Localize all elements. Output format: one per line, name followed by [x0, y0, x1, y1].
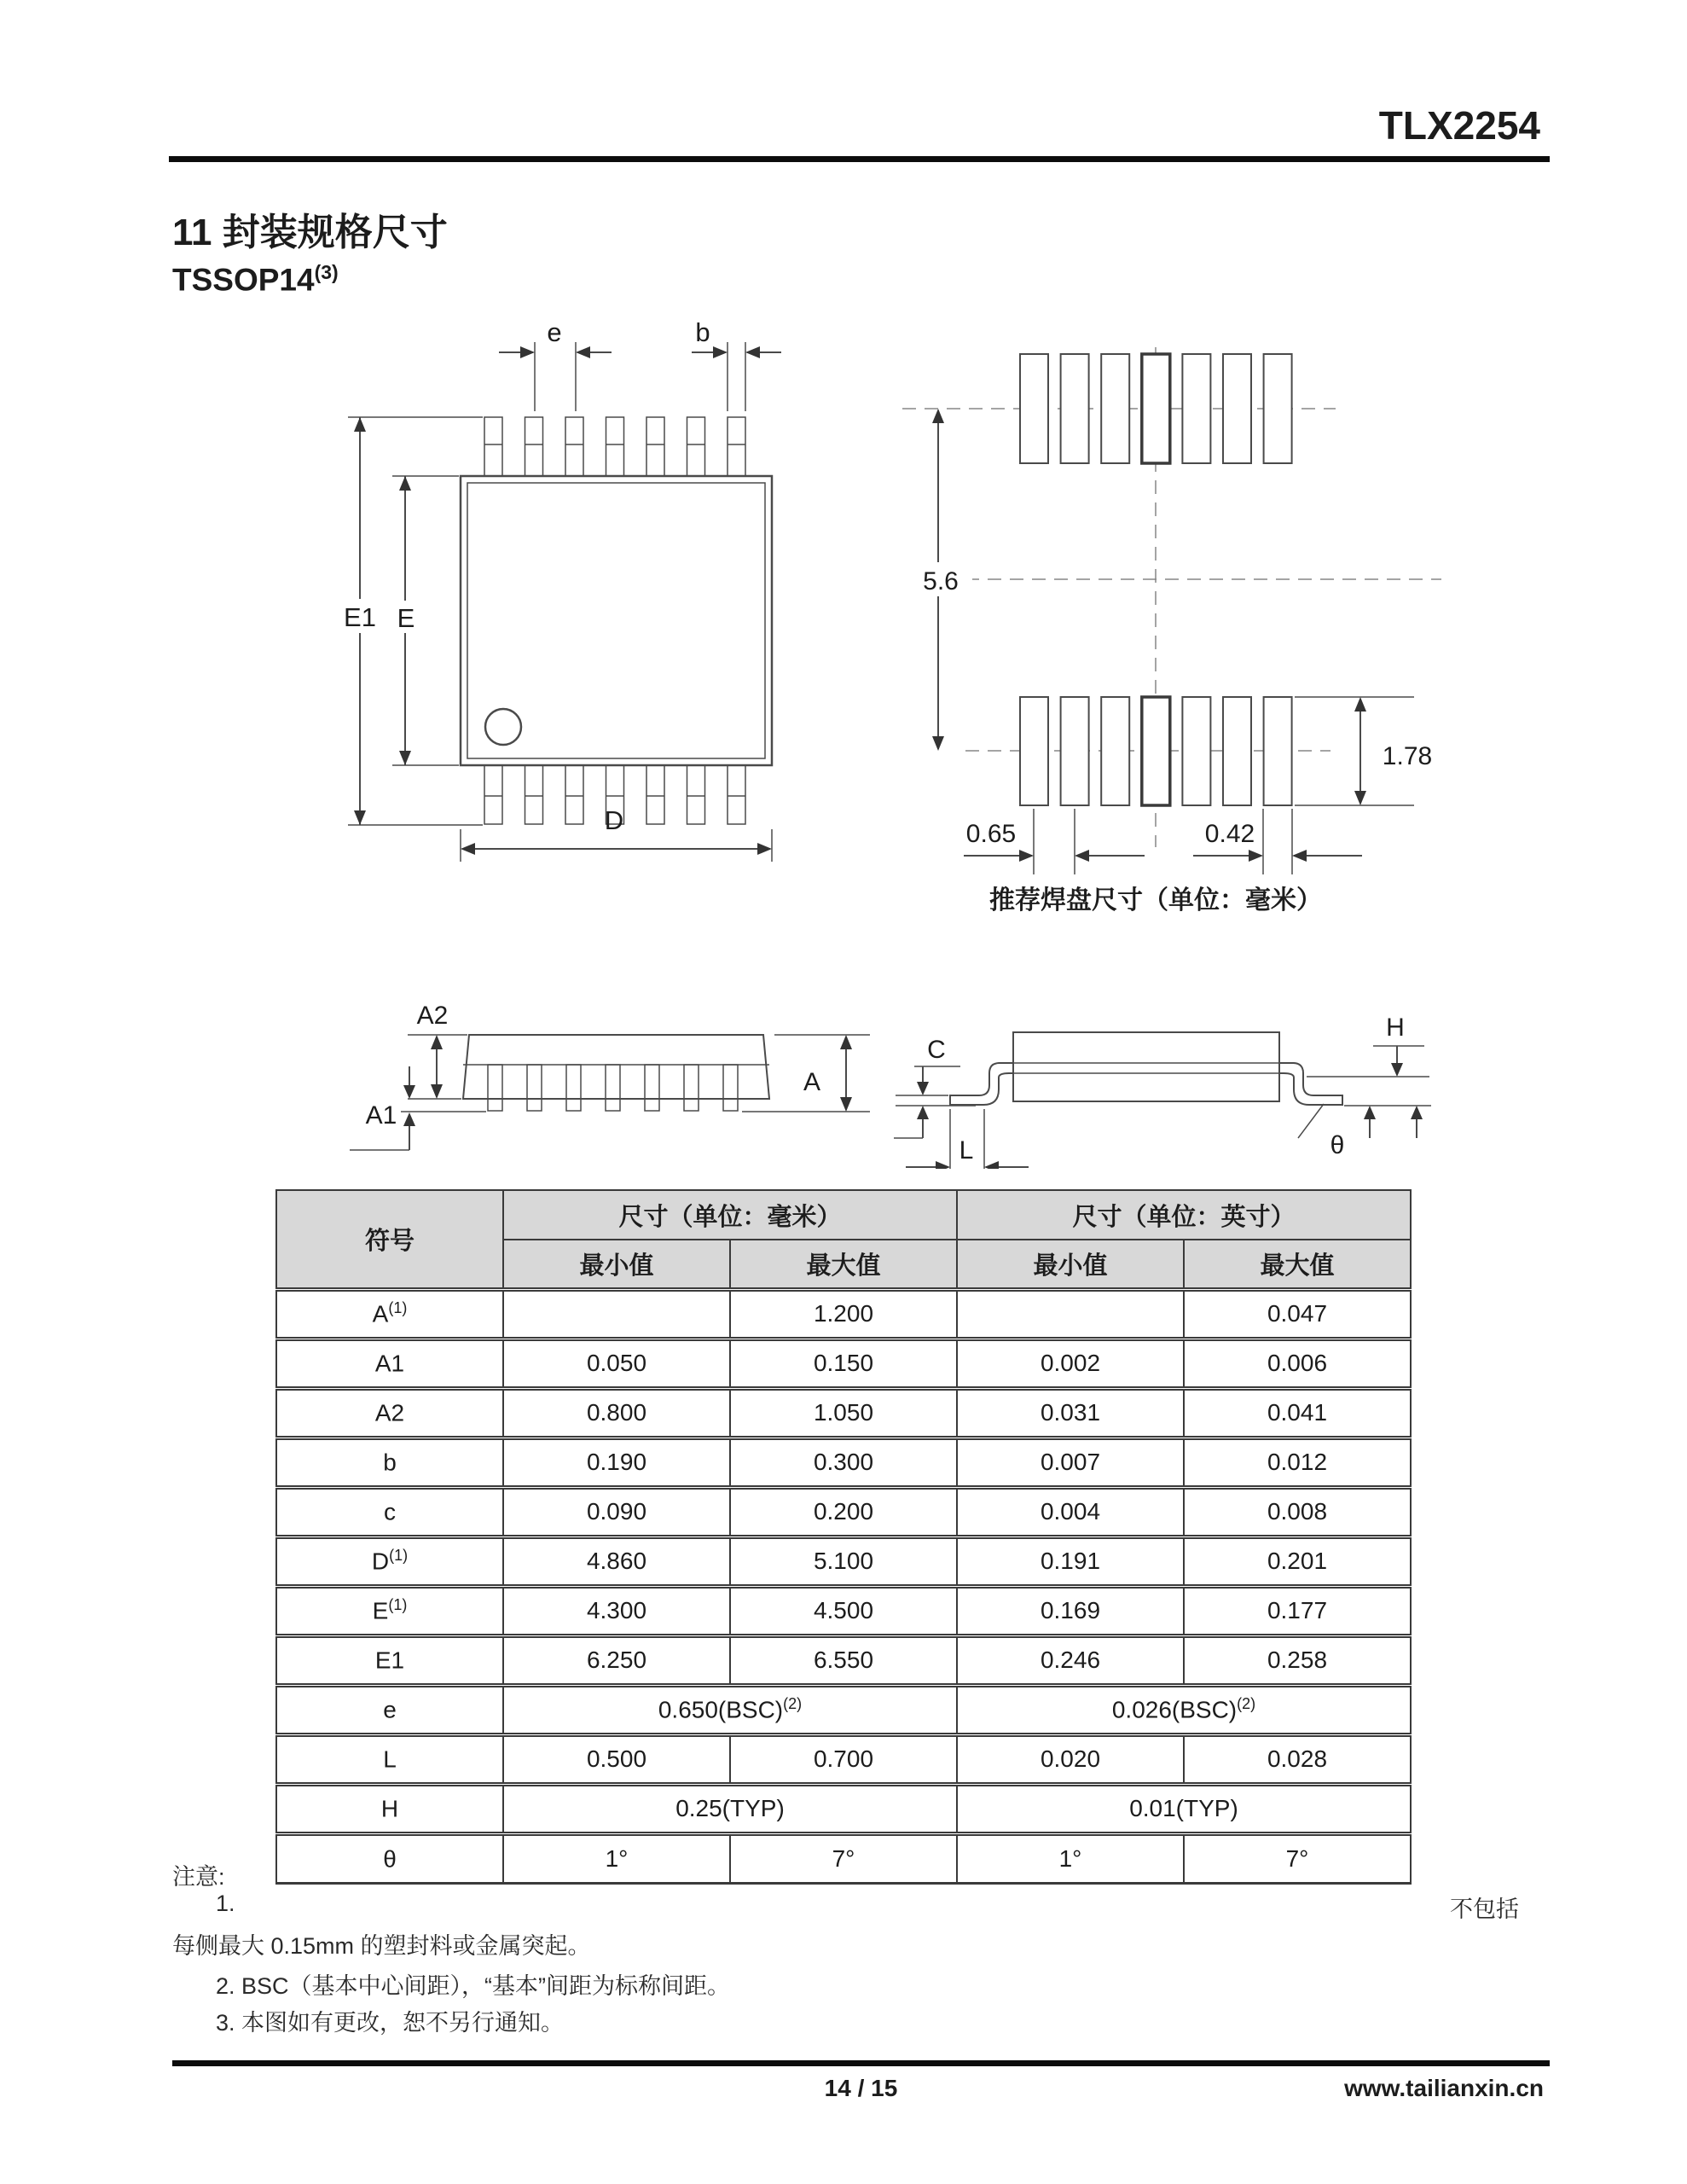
- footer-rule: [172, 2060, 1550, 2066]
- cell-in-max: 0.177: [1184, 1586, 1411, 1635]
- package-name: [172, 261, 339, 298]
- cell-in-min: 0.169: [957, 1586, 1184, 1635]
- cell-symbol: H: [276, 1784, 503, 1833]
- table-row: [276, 1388, 1411, 1438]
- cell-mm-min: 0.500: [503, 1734, 730, 1784]
- dim-label-L: L: [959, 1136, 974, 1165]
- cell-mm-span: 0.650(BSC)$^{(2)}$: [503, 1685, 957, 1734]
- cell-mm-max: 1.200: [730, 1289, 957, 1339]
- cell-in-max: 0.041: [1184, 1388, 1411, 1438]
- package-body: [461, 476, 772, 765]
- cell-in-max: 0.028: [1184, 1734, 1411, 1784]
- cell-in-max: 0.201: [1184, 1536, 1411, 1586]
- table-row: [276, 1833, 1411, 1883]
- cell-symbol: A1: [276, 1339, 503, 1388]
- cell-mm-min: 6.250: [503, 1635, 730, 1685]
- dim-H: [1307, 1014, 1431, 1138]
- cell-mm-max: 6.550: [730, 1635, 957, 1685]
- dim-label-A: A: [803, 1068, 821, 1096]
- cell-mm-max: 0.700: [730, 1734, 957, 1784]
- footer-page-number: 14 / 15: [824, 2075, 898, 2101]
- dim-C: [894, 1036, 976, 1138]
- cell-in-max: 0.006: [1184, 1339, 1411, 1388]
- cell-mm-min: 0.800: [503, 1388, 730, 1438]
- table-row: [276, 1339, 1411, 1388]
- cell-in-min: [957, 1289, 1184, 1339]
- bottom-pads: [1020, 697, 1292, 805]
- cell-symbol: $A^{(1)}$: [276, 1289, 503, 1339]
- figure-lead-view: [870, 938, 1433, 1169]
- cell-mm-max: 0.200: [730, 1487, 957, 1536]
- dim-label-e: e: [547, 317, 562, 347]
- cell-in-min: 0.031: [957, 1388, 1184, 1438]
- cell-in-max: 0.012: [1184, 1438, 1411, 1487]
- table-row: [276, 1487, 1411, 1536]
- cell-mm-min: 4.300: [503, 1586, 730, 1635]
- cell-in-max: 7°: [1184, 1833, 1411, 1883]
- header-mm-min: 最小值: [503, 1240, 730, 1289]
- header-rule: [169, 156, 1550, 162]
- cell-in-min: 0.191: [957, 1536, 1184, 1586]
- dim-A2: [408, 1002, 467, 1099]
- doc-number: TLX2254: [1378, 103, 1540, 148]
- dim-label-row-spacing: 5.6: [923, 567, 959, 595]
- dim-label-pad-width: 0.42: [1204, 820, 1255, 848]
- table-row: [276, 1438, 1411, 1487]
- header-mm-max: 最大值: [730, 1240, 957, 1289]
- side-pins: [488, 1065, 738, 1111]
- cell-in-max: 0.008: [1184, 1487, 1411, 1536]
- note2: 2. BSC（基本中心间距），“基本”间距为标称间距。: [216, 1973, 731, 1999]
- package-name-text: TSSOP14: [172, 262, 315, 298]
- dim-label-pad-length: 1.78: [1382, 742, 1433, 770]
- section-title: 11 封装规格尺寸: [172, 212, 448, 253]
- dim-label-theta: θ: [1330, 1131, 1345, 1159]
- dim-label-D: D: [604, 805, 624, 835]
- top-pads: [1020, 354, 1292, 463]
- lead-body: [998, 1032, 1295, 1101]
- dim-A: [742, 1035, 870, 1112]
- note3: 3. 本图如有更改，恕不另行通知。: [216, 2010, 565, 2036]
- left-lead: [950, 1063, 1013, 1105]
- cell-mm-min: 0.190: [503, 1438, 730, 1487]
- cell-mm-max: 0.150: [730, 1339, 957, 1388]
- dim-label-E1: E1: [344, 602, 376, 632]
- cell-mm-max: 5.100: [730, 1536, 957, 1586]
- dim-E: [390, 476, 459, 765]
- cell-mm-max: 1.050: [730, 1388, 957, 1438]
- cell-symbol: θ: [276, 1833, 503, 1883]
- cell-symbol: $E^{(1)}$: [276, 1586, 503, 1635]
- cell-in-min: 0.002: [957, 1339, 1184, 1388]
- cell-mm-min: 0.050: [503, 1339, 730, 1388]
- table-header-groups: [276, 1190, 1411, 1240]
- cell-in-span: 0.01(TYP): [957, 1784, 1411, 1833]
- dim-D: [461, 805, 772, 862]
- dim-label-E: E: [397, 603, 415, 633]
- table-row: [276, 1784, 1411, 1833]
- table-row: [276, 1685, 1411, 1734]
- cell-symbol: A2: [276, 1388, 503, 1438]
- cell-symbol: b: [276, 1438, 503, 1487]
- cell-in-span: 0.026(BSC)$^{(2)}$: [957, 1685, 1411, 1734]
- dim-pitch: [964, 809, 1145, 874]
- dimensions-table: [275, 1189, 1412, 1885]
- package-name-superscript: (3): [314, 261, 339, 283]
- table-row: [276, 1536, 1411, 1586]
- dim-label-A1: A1: [365, 1101, 397, 1130]
- dim-label-A2: A2: [416, 1002, 449, 1030]
- note1-line2: 每侧最大 0.15mm 的塑封料或金属突起。: [172, 1933, 591, 1959]
- dim-pad-length: [1295, 697, 1446, 805]
- cell-in-min: 0.004: [957, 1487, 1184, 1536]
- cell-in-min: 0.020: [957, 1734, 1184, 1784]
- cell-mm-min: 1°: [503, 1833, 730, 1883]
- figure-side-view: [324, 938, 878, 1169]
- cell-mm-max: 4.500: [730, 1586, 957, 1635]
- pad-layout-caption: 推荐焊盘尺寸（单位：毫米）: [989, 886, 1322, 915]
- note1-tail: 不包括: [1450, 1896, 1519, 1922]
- dim-label-H: H: [1386, 1014, 1405, 1042]
- cell-mm-span: 0.25(TYP): [503, 1784, 957, 1833]
- dim-label-b: b: [695, 317, 710, 347]
- footer-website: www.tailianxin.cn: [1344, 2075, 1544, 2101]
- header-symbol: 符号: [276, 1190, 503, 1289]
- cell-mm-min: [503, 1289, 730, 1339]
- cell-in-max: 0.047: [1184, 1289, 1411, 1339]
- dim-e: [499, 317, 612, 411]
- cell-in-min: 1°: [957, 1833, 1184, 1883]
- cell-mm-min: 0.090: [503, 1487, 730, 1536]
- header-group-inch: 尺寸（单位：英寸）: [957, 1190, 1411, 1240]
- dim-label-pitch: 0.65: [965, 820, 1017, 848]
- header-in-max: 最大值: [1184, 1240, 1411, 1289]
- cell-symbol: e: [276, 1685, 503, 1734]
- cell-mm-max: 0.300: [730, 1438, 957, 1487]
- right-lead: [1279, 1063, 1342, 1105]
- notes-label: 注意:: [172, 1864, 225, 1890]
- table-row: [276, 1635, 1411, 1685]
- table-row: [276, 1289, 1411, 1339]
- dim-b: [692, 317, 781, 411]
- header-in-min: 最小值: [957, 1240, 1184, 1289]
- cell-symbol: L: [276, 1734, 503, 1784]
- cell-in-min: 0.007: [957, 1438, 1184, 1487]
- figure-pad-layout: [861, 328, 1450, 874]
- dim-theta: [1298, 1104, 1344, 1159]
- dim-row-spacing: [909, 409, 972, 751]
- cell-in-min: 0.246: [957, 1635, 1184, 1685]
- cell-symbol: E1: [276, 1635, 503, 1685]
- cell-symbol: c: [276, 1487, 503, 1536]
- cell-mm-max: 7°: [730, 1833, 957, 1883]
- figure-package-top-view: [196, 307, 793, 870]
- dim-label-C: C: [927, 1036, 946, 1064]
- cell-mm-min: 4.860: [503, 1536, 730, 1586]
- table-row: [276, 1586, 1411, 1635]
- note1-number: 1.: [216, 1891, 235, 1916]
- top-pins: [484, 417, 745, 476]
- table-row: [276, 1734, 1411, 1784]
- cell-in-max: 0.258: [1184, 1635, 1411, 1685]
- header-group-mm: 尺寸（单位：毫米）: [503, 1190, 957, 1240]
- dim-pad-width: [1193, 809, 1362, 874]
- cell-symbol: $D^{(1)}$: [276, 1536, 503, 1586]
